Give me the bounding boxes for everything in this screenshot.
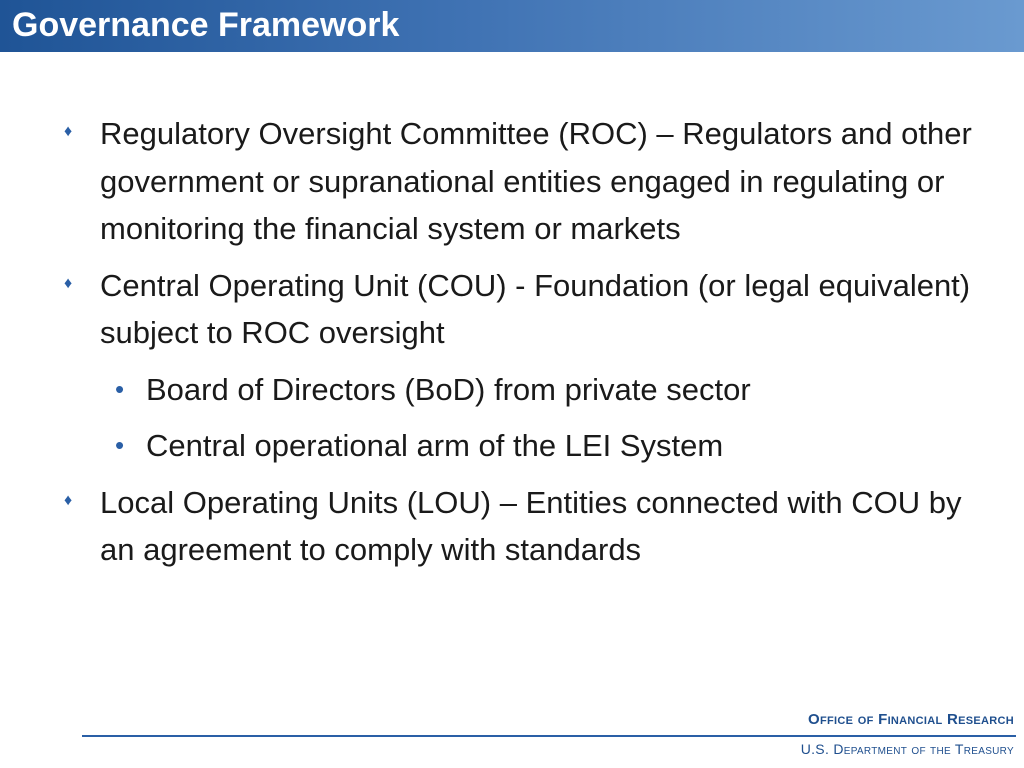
diamond-bullet-icon: ♦ (64, 123, 73, 140)
bullet-item-lou (60, 479, 980, 574)
bullet-list (60, 110, 980, 583)
diamond-bullet-icon: ♦ (64, 274, 73, 292)
title-bar (0, 0, 1024, 52)
bullet-item-cou (60, 262, 980, 357)
dot-bullet-icon: • (115, 373, 125, 404)
footer-department: U.S. Department of the Treasury (800, 741, 1014, 757)
bullet-text: Central Operating Unit (COU) - Foundation (or legal equivalent) subject to ROC oversight (100, 267, 971, 350)
sub-bullet-text: Central operational arm of the LEI System (146, 428, 724, 463)
sub-bullet-text: Board of Directors (BoD) from private sector (146, 371, 751, 407)
bullet-item-roc (60, 110, 980, 253)
slide-title: Governance Framework (12, 6, 400, 44)
bullet-text: Local Operating Units (LOU) – Entities connected with COU by an agreement to comply with standards (100, 484, 962, 567)
footer-divider (82, 735, 1016, 737)
diamond-bullet-icon: ♦ (64, 491, 73, 509)
bullet-text: Regulatory Oversight Committee (ROC) – Regulators and other government or supranational entities engaged in regulating or monitoring the financial system or markets (100, 116, 972, 246)
sub-bullet-item-bod (60, 366, 980, 414)
sub-bullet-item-operational-arm (60, 422, 980, 470)
dot-bullet-icon: • (115, 430, 125, 460)
footer-organization: Office of Financial Research (808, 711, 1014, 728)
